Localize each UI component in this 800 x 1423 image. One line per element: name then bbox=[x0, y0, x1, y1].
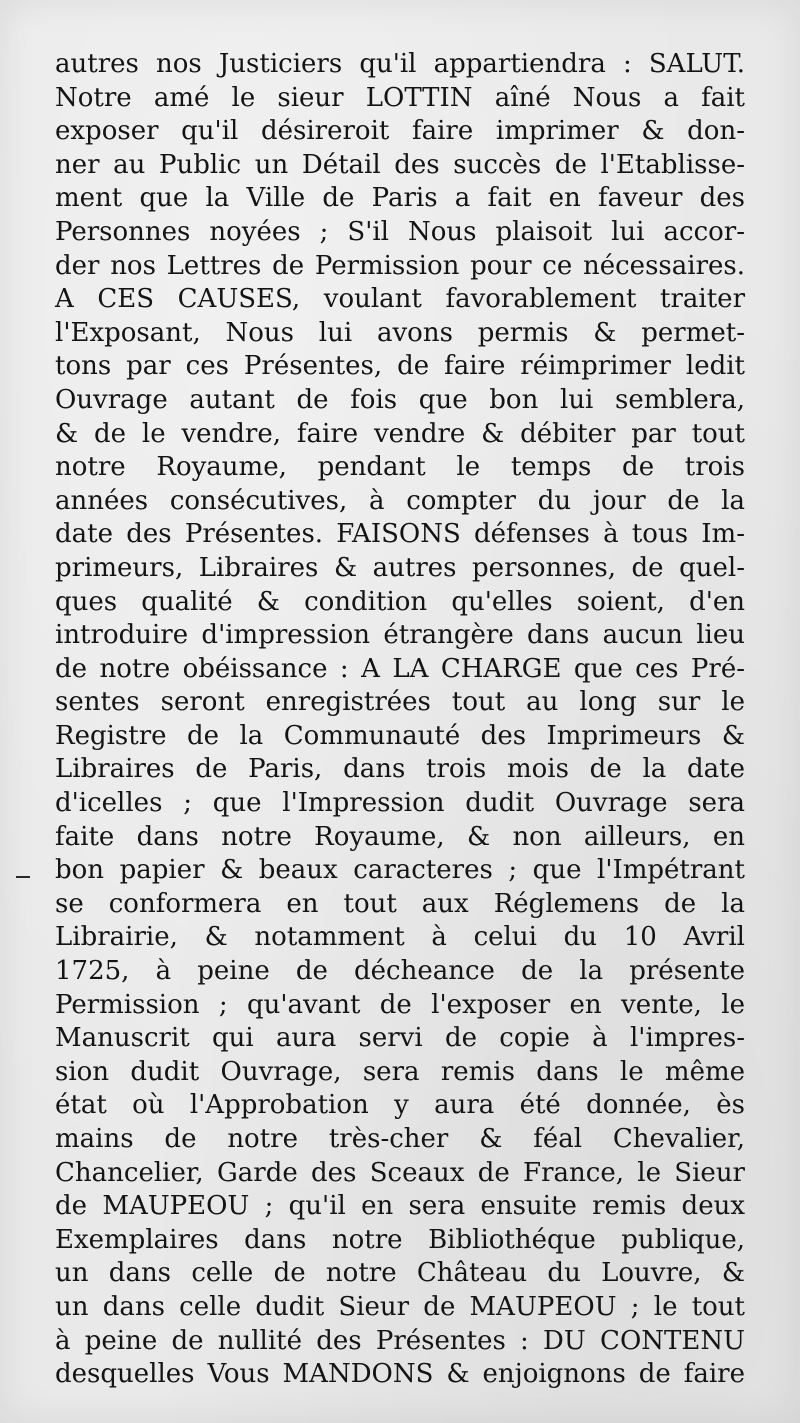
text-line: de MAUPEOU ; qu'il en sera ensuite remis deux bbox=[55, 1191, 745, 1222]
text-line: ner au Public un Détail des succès de l'Etablisse- bbox=[55, 149, 745, 180]
text-line: Manuscrit qui aura servi de copie à l'impres- bbox=[55, 1023, 745, 1054]
text-line: Librairie, & notamment à celui du 10 Avril bbox=[55, 922, 745, 953]
text-line: l'Exposant, Nous lui avons permis & permet- bbox=[55, 317, 745, 348]
text-line: se conformera en tout aux Réglemens de la bbox=[55, 888, 745, 919]
text-line: bon papier & beaux caracteres ; que l'Impétrant bbox=[55, 855, 745, 886]
text-line: sion dudit Ouvrage, sera remis dans le même bbox=[55, 1056, 745, 1087]
text-line: mains de notre très-cher & féal Chevalier, bbox=[55, 1124, 745, 1154]
text-line: date des Présentes. FAISONS défenses à tous Im- bbox=[55, 519, 745, 550]
text-line: un dans celle dudit Sieur de MAUPEOU ; le tout bbox=[55, 1291, 745, 1322]
text-line: der nos Lettres de Permission pour ce nécessaires. bbox=[55, 250, 745, 281]
text-line: Libraires de Paris, dans trois mois de la date bbox=[55, 754, 745, 785]
text-line: notre Royaume, pendant le temps de trois bbox=[55, 452, 745, 483]
text-line: exposer qu'il désireroit faire imprimer & don- bbox=[55, 116, 745, 147]
text-line: autres nos Justiciers qu'il appartiendra : SALUT. bbox=[55, 49, 745, 79]
text-line: Chancelier, Garde des Sceaux de France, le Sieur bbox=[55, 1157, 745, 1188]
text-line: Permission ; qu'avant de l'exposer en vente, le bbox=[55, 989, 745, 1020]
text-line: années consécutives, à compter du jour de la bbox=[55, 485, 745, 516]
text-line: faite dans notre Royaume, & non ailleurs, en bbox=[55, 821, 745, 852]
text-line: Registre de la Communauté des Imprimeurs & bbox=[55, 720, 745, 751]
text-line: introduire d'impression étrangère dans aucun lieu bbox=[55, 620, 745, 651]
text-line: & de le vendre, faire vendre & débiter par tout bbox=[55, 418, 745, 449]
text-line: A CES CAUSES, voulant favorablement traiter bbox=[55, 284, 745, 315]
text-line: à peine de nullité des Présentes : DU CONTENU bbox=[55, 1325, 745, 1356]
text-line: d'icelles ; que l'Impression dudit Ouvrage sera bbox=[55, 788, 745, 819]
text-line: état où l'Approbation y aura été donnée, ès bbox=[55, 1090, 745, 1121]
text-line: de notre obéissance : A LA CHARGE que ces Pré- bbox=[55, 653, 745, 684]
margin-mark bbox=[16, 876, 30, 878]
text-line: primeurs, Libraires & autres personnes, de quel- bbox=[55, 552, 745, 583]
text-line: tons par ces Présentes, de faire réimprimer ledit bbox=[55, 351, 745, 382]
text-line: desquelles Vous MANDONS & enjoignons de faire bbox=[55, 1359, 745, 1390]
text-line: Personnes noyées ; S'il Nous plaisoit lui accor- bbox=[55, 216, 745, 247]
text-line: sentes seront enregistrées tout au long sur le bbox=[55, 687, 745, 718]
text-line: ques qualité & condition qu'elles soient, d'en bbox=[55, 586, 745, 617]
text-line: Notre amé le sieur LOTTIN aîné Nous a fait bbox=[55, 82, 745, 113]
body-text bbox=[55, 48, 745, 1392]
text-line: Ouvrage autant de fois que bon lui semblera, bbox=[55, 384, 745, 415]
text-line: ment que la Ville de Paris a fait en faveur des bbox=[55, 183, 745, 214]
text-line: Exemplaires dans notre Bibliothéque publique, bbox=[55, 1224, 745, 1255]
text-line: 1725, à peine de décheance de la présente bbox=[55, 956, 745, 987]
text-line: un dans celle de notre Château du Louvre, & bbox=[55, 1258, 745, 1289]
